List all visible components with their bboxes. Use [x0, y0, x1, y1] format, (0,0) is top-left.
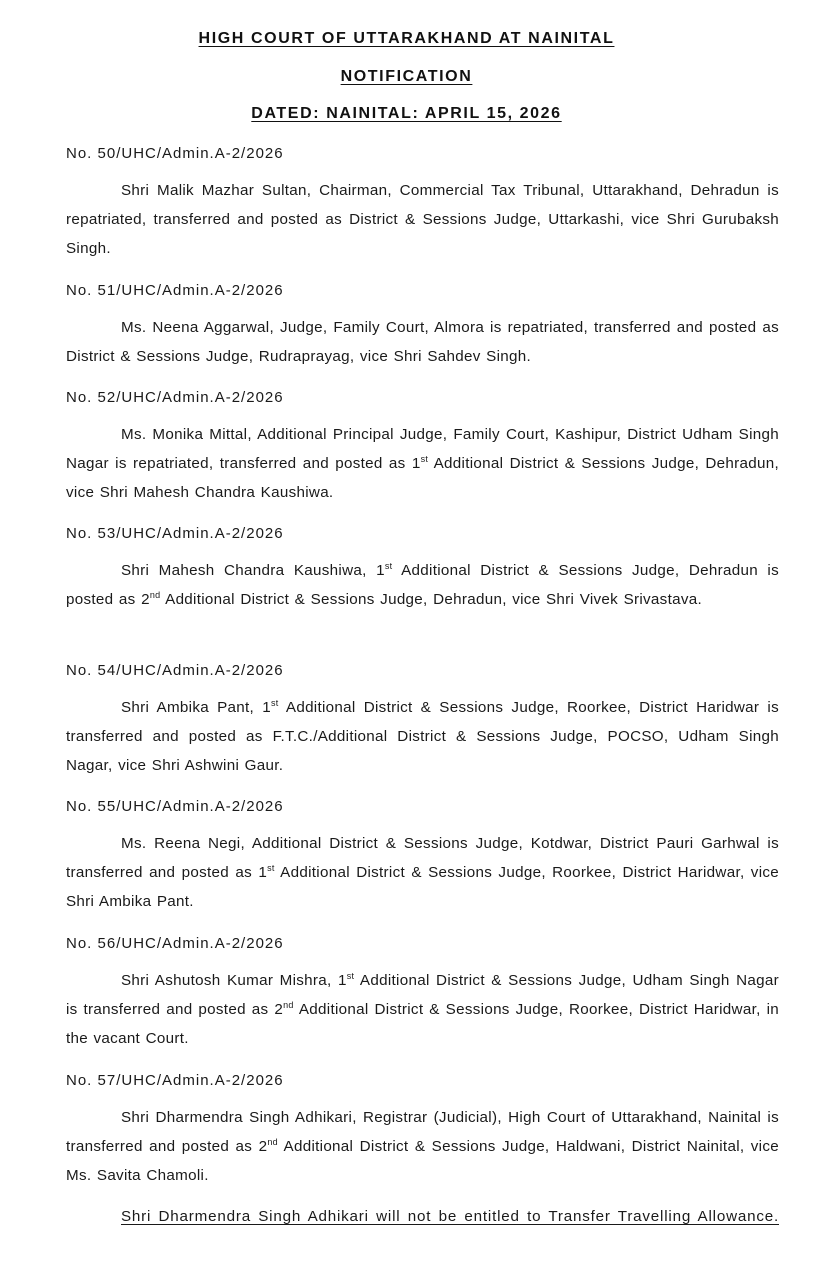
notification-entry: [66, 1071, 779, 1190]
notification-body: Ms. Reena Negi, Additional District & Sessions Judge, Kotdwar, District Pauri Garhwal is transferred and posted as 1st Additional District & Sessions Judge, Roorkee, District Haridwar, vice Shri Ambika Pant.: [66, 835, 780, 910]
notification-body: Shri Ashutosh Kumar Mishra, 1st Additional District & Sessions Judge, Udham Singh Nagar is transferred and posted as 2nd Additional District & Sessions Judge, Roorkee, District Haridwar, in the vacant Court.: [66, 971, 779, 1047]
ordinal-suffix: nd: [283, 1000, 294, 1010]
notification-body: Shri Ambika Pant, 1st Additional District & Sessions Judge, Roorkee, District Haridwar is transferred and posted as F.T.C./Additional District & Sessions Judge, POCSO, Udham Singh Nagar, vice Shri Ashwini Gaur.: [66, 698, 779, 774]
ordinal-suffix: st: [384, 561, 393, 571]
notification-number: No. 56/UHC/Admin.A-2/2026: [66, 935, 284, 952]
document-date: DATED: NAINITAL: APRIL 15, 2026: [251, 105, 562, 122]
notification-entry: [66, 144, 779, 263]
notification-body: Shri Dharmendra Singh Adhikari, Registrar (Judicial), High Court of Uttarakhand, Nainital is transferred and posted as 2nd Additional District & Sessions Judge, Haldwani, District Nainital, vice Ms. Savita Chamoli.: [66, 1109, 779, 1184]
notification-entry: [66, 524, 779, 614]
ordinal-suffix: nd: [149, 590, 161, 600]
notification-entry: [66, 388, 779, 507]
notification-body: Ms. Monika Mittal, Additional Principal Judge, Family Court, Kashipur, District Udham Singh Nagar is repatriated, transferred and posted as 1st Additional District & Sessions Judge, Dehradun, vice Shri Mahesh Chandra Kaushiwa.: [66, 426, 780, 501]
document-title: NOTIFICATION: [340, 68, 473, 85]
court-heading: HIGH COURT OF UTTARAKHAND AT NAINITAL: [198, 30, 615, 47]
notification-body: Shri Malik Mazhar Sultan, Chairman, Commercial Tax Tribunal, Uttarakhand, Dehradun is repatriated, transferred and posted as District & Sessions Judge, Uttarkashi, vice Shri Gurubaksh Singh.: [66, 182, 779, 257]
ordinal-suffix: st: [270, 698, 279, 708]
ordinal-suffix: nd: [267, 1137, 278, 1147]
ordinal-suffix: st: [267, 863, 275, 873]
notification-entry: [66, 281, 779, 371]
notification-entry: [66, 934, 779, 1053]
notification-number: No. 54/UHC/Admin.A-2/2026: [66, 662, 284, 679]
notification-number: No. 53/UHC/Admin.A-2/2026: [66, 525, 284, 542]
notification-entry: [66, 797, 779, 916]
notification-number: No. 52/UHC/Admin.A-2/2026: [66, 389, 284, 406]
allowance-note: Shri Dharmendra Singh Adhikari will not be entitled to Transfer Travelling Allowance.: [121, 1208, 779, 1225]
notification-body: Ms. Neena Aggarwal, Judge, Family Court, Almora is repatriated, transferred and posted as District & Sessions Judge, Rudraprayag, vice Shri Sahdev Singh.: [66, 319, 779, 365]
ordinal-suffix: st: [346, 971, 355, 981]
notification-number: No. 57/UHC/Admin.A-2/2026: [66, 1072, 284, 1089]
notification-body: Shri Mahesh Chandra Kaushiwa, 1st Additional District & Sessions Judge, Dehradun is posted as 2nd Additional District & Sessions Judge, Dehradun, vice Shri Vivek Srivastava.: [66, 561, 779, 608]
notification-number: No. 55/UHC/Admin.A-2/2026: [66, 798, 284, 815]
ordinal-suffix: st: [420, 454, 429, 464]
notification-number: No. 50/UHC/Admin.A-2/2026: [66, 145, 284, 162]
notification-entry: [66, 661, 779, 780]
notification-number: No. 51/UHC/Admin.A-2/2026: [66, 282, 284, 299]
